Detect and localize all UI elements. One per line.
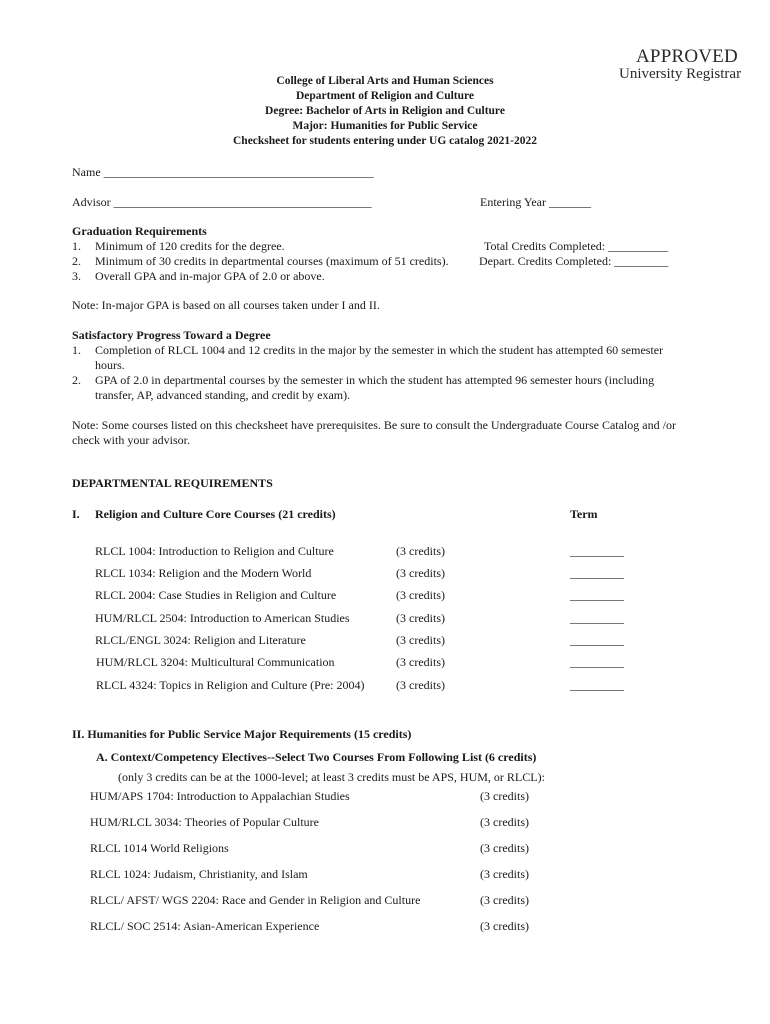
progress-item-text: hours. [95, 358, 125, 372]
approved-stamp: APPROVED [636, 46, 738, 67]
elective-course-name: HUM/APS 1704: Introduction to Appalachian Studies [90, 789, 350, 803]
section2-title: II. Humanities for Public Service Major Requirements (15 credits) [72, 727, 412, 741]
core-course-name: RLCL 2004: Case Studies in Religion and Culture [95, 588, 337, 602]
progress-item-text: Completion of RLCL 1004 and 12 credits in the major by the semester in which the student has attempted 60 semester [95, 343, 664, 357]
core-course-name: RLCL/ENGL 3024: Religion and Literature [95, 633, 306, 647]
note-gpa: Note: In-major GPA is based on all courses taken under I and II. [72, 298, 380, 312]
graduation-heading: Graduation Requirements [72, 224, 207, 238]
elective-course-name: RLCL 1014 World Religions [90, 841, 229, 855]
core-course-term[interactable]: _________ [570, 544, 624, 558]
core-course-term[interactable]: _________ [570, 588, 624, 602]
core-course-credits: (3 credits) [396, 678, 445, 692]
progress-heading: Satisfactory Progress Toward a Degree [72, 328, 271, 342]
section1-title: Religion and Culture Core Courses (21 credits) [95, 507, 336, 521]
core-course-credits: (3 credits) [396, 588, 445, 602]
core-course-name: HUM/RLCL 3204: Multicultural Communication [96, 655, 335, 669]
elective-course-name: HUM/RLCL 3034: Theories of Popular Culture [90, 815, 319, 829]
core-course-credits: (3 credits) [396, 566, 445, 580]
elective-course-credits: (3 credits) [480, 841, 529, 855]
section1-num: I. [72, 507, 80, 521]
note-prereq: check with your advisor. [72, 433, 190, 447]
core-course-term[interactable]: _________ [570, 566, 624, 580]
elective-course-name: RLCL/ SOC 2514: Asian-American Experience [90, 919, 320, 933]
progress-item-text: GPA of 2.0 in departmental courses by the semester in which the student has attempted 96 semester hours (including [95, 373, 655, 387]
elective-course-credits: (3 credits) [480, 815, 529, 829]
entering-year-field[interactable]: Entering Year _______ [480, 195, 591, 209]
section2-subA-title: A. Context/Competency Electives--Select Two Courses From Following List (6 credits) [96, 750, 537, 764]
core-course-term[interactable]: _________ [570, 655, 624, 669]
section2-subA-note: (only 3 credits can be at the 1000-level; at least 3 credits must be APS, HUM, or RLCL): [118, 770, 545, 784]
degree-title: Degree: Bachelor of Arts in Religion and Culture [265, 105, 505, 117]
elective-course-credits: (3 credits) [480, 919, 529, 933]
elective-course-credits: (3 credits) [480, 867, 529, 881]
core-course-name: RLCL 1004: Introduction to Religion and Culture [95, 544, 334, 558]
progress-item-num: 2. [72, 373, 81, 387]
core-course-credits: (3 credits) [396, 655, 445, 669]
term-header: Term [570, 507, 598, 521]
core-course-name: RLCL 1034: Religion and the Modern World [95, 566, 312, 580]
elective-course-name: RLCL 1024: Judaism, Christianity, and Islam [90, 867, 308, 881]
elective-course-credits: (3 credits) [480, 893, 529, 907]
depart-credits-field[interactable]: Depart. Credits Completed: _________ [479, 254, 669, 268]
elective-course-name: RLCL/ AFST/ WGS 2204: Race and Gender in Religion and Culture [90, 893, 421, 907]
core-course-term[interactable]: _________ [570, 633, 624, 647]
elective-course-credits: (3 credits) [480, 789, 529, 803]
checksheet-title: Checksheet for students entering under UG catalog 2021-2022 [233, 135, 537, 147]
grad-item-num: 2. [72, 254, 81, 268]
core-course-credits: (3 credits) [396, 544, 445, 558]
core-course-credits: (3 credits) [396, 611, 445, 625]
grad-item-num: 3. [72, 269, 81, 283]
progress-item-num: 1. [72, 343, 81, 357]
grad-item-text: Minimum of 30 credits in departmental courses (maximum of 51 credits). [95, 254, 449, 268]
grad-item-text: Overall GPA and in-major GPA of 2.0 or above. [95, 269, 325, 283]
grad-item-num: 1. [72, 239, 81, 253]
college-title: College of Liberal Arts and Human Sciences [276, 75, 494, 87]
total-credits-field[interactable]: Total Credits Completed: __________ [484, 239, 669, 253]
advisor-field[interactable]: Advisor ___________________________________________ [72, 195, 372, 209]
core-course-term[interactable]: _________ [570, 611, 624, 625]
progress-item-text: transfer, AP, advanced standing, and credit by exam). [95, 388, 351, 402]
core-course-term[interactable]: _________ [570, 678, 624, 692]
department-title: Department of Religion and Culture [295, 90, 475, 102]
major-title: Major: Humanities for Public Service [292, 120, 478, 132]
core-course-credits: (3 credits) [396, 633, 445, 647]
core-course-name: HUM/RLCL 2504: Introduction to American Studies [95, 611, 350, 625]
grad-item-text: Minimum of 120 credits for the degree. [95, 239, 285, 253]
note-prereq: Note: Some courses listed on this checksheet have prerequisites. Be sure to consult the Undergraduate Course Catalog and /or [72, 418, 676, 432]
registrar-stamp: University Registrar [619, 66, 742, 82]
core-course-name: RLCL 4324: Topics in Religion and Culture (Pre: 2004) [96, 678, 365, 692]
dept-req-heading: DEPARTMENTAL REQUIREMENTS [72, 476, 273, 490]
name-field[interactable]: Name _____________________________________________ [72, 165, 374, 179]
